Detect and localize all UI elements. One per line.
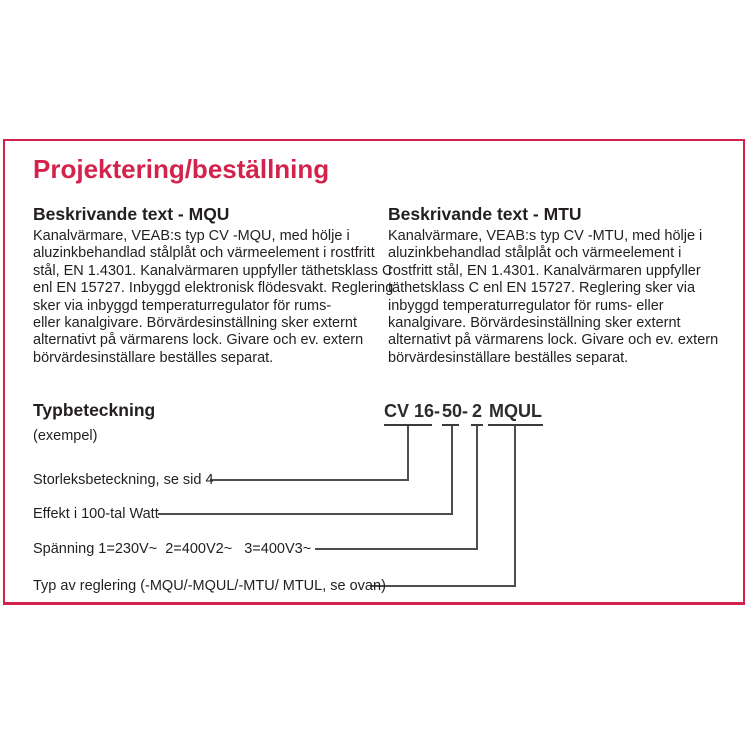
paragraph-line: alternativt på värmarens lock. Givare och ev. extern <box>33 332 364 349</box>
paragraph-line: kanalgivare. Börvärdesinställning sker externt <box>388 315 681 332</box>
paragraph-line: Kanalvärmare, VEAB:s typ CV -MTU, med hölje i <box>388 228 703 244</box>
connector-vertical-line <box>451 426 453 515</box>
typbeteckning-heading: Typbeteckning <box>33 400 156 420</box>
paragraph-line: alternativt på värmarens lock. Givare och ev. extern <box>388 332 719 349</box>
paragraph-line: börvärdesinställare beställes separat. <box>33 349 274 366</box>
connector-vertical-line <box>407 426 409 481</box>
code-separator: - <box>462 401 468 421</box>
paragraph-line: eller kanalgivare. Börvärdesinställning sker externt <box>33 315 357 332</box>
connector-horizontal-line <box>370 585 516 587</box>
paragraph-mqu <box>33 228 393 367</box>
paragraph-line: enl EN 15727. Inbyggd elektronisk flödesvakt. Reglering <box>33 280 394 297</box>
paragraph-line: aluzinkbehandlad stålplåt och värmeelement i <box>388 245 682 262</box>
paragraph-line: inbyggd temperaturregulator för rums- eller <box>388 297 664 314</box>
label-effekt: Effekt i 100-tal Watt <box>33 506 159 522</box>
code-segment-size: CV 16 <box>384 399 432 426</box>
page-title: Projektering/beställning <box>33 154 330 184</box>
paragraph-line: stål, EN 1.4301. Kanalvärmaren uppfyller täthetsklass C <box>33 262 393 279</box>
connector-vertical-line <box>476 426 478 550</box>
paragraph-line: Kanalvärmare, VEAB:s typ CV -MQU, med hölje i <box>33 228 350 244</box>
connector-horizontal-line <box>158 513 453 515</box>
content-frame <box>3 139 745 605</box>
code-segment-power: 50 <box>442 399 459 426</box>
connector-vertical-line <box>514 426 516 587</box>
label-typ-av-reglering: Typ av reglering (-MQU/-MQUL/-MTU/ MTUL, se ovan) <box>33 578 386 594</box>
paragraph-line: täthetsklass C enl EN 15727. Reglering sker via <box>388 280 696 297</box>
code-segment-voltage: 2 <box>471 399 483 426</box>
section-heading-mqu: Beskrivande text - MQU <box>33 204 230 224</box>
code-segment-control: MQUL <box>488 399 543 426</box>
label-spanning: Spänning 1=230V~ 2=400V2~ 3=400V3~ <box>33 541 312 557</box>
connector-horizontal-line <box>210 479 409 481</box>
connector-horizontal-line <box>315 548 478 550</box>
paragraph-mtu <box>388 228 718 367</box>
paragraph-line: aluzinkbehandlad stålplåt och värmeelement i rostfritt <box>33 245 375 262</box>
label-storleksbeteckning: Storleksbeteckning, se sid 4 <box>33 472 214 488</box>
code-separator: - <box>434 401 440 421</box>
paragraph-line: sker via inbyggd temperaturregulator för rums- <box>33 297 332 314</box>
paragraph-line: rostfritt stål, EN 1.4301. Kanalvärmaren uppfyller <box>388 262 701 279</box>
section-heading-mtu: Beskrivande text - MTU <box>388 204 582 224</box>
paragraph-line: börvärdesinställare beställes separat. <box>388 349 629 366</box>
typbeteckning-example: (exempel) <box>33 428 98 444</box>
